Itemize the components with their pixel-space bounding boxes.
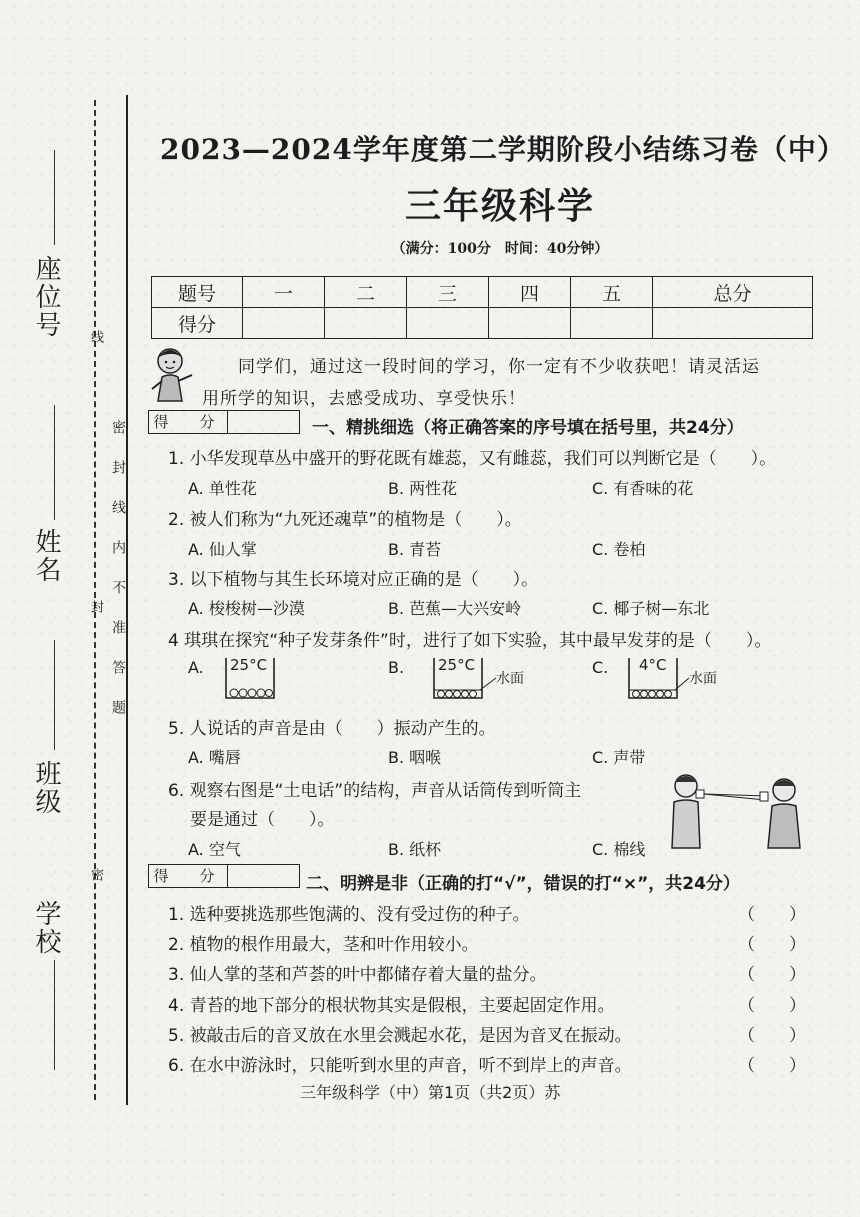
score-input-cell[interactable] bbox=[407, 308, 489, 339]
answer-parentheses[interactable]: （ ） bbox=[738, 905, 806, 925]
exam-meta: （满分：100分 时间：40分钟） bbox=[391, 241, 609, 257]
judge-item: 4. 青苔的地下部分的根状物其实是假根，主要起固定作用。 bbox=[168, 996, 615, 1016]
judge-item: 6. 在水中游泳时，只能听到水里的声音，听不到岸上的声音。 bbox=[168, 1056, 632, 1076]
judge-item: 2. 植物的根作用最大，茎和叶作用较小。 bbox=[168, 935, 479, 955]
score-input-cell[interactable] bbox=[653, 308, 813, 339]
q5-option-c: C. 声带 bbox=[592, 748, 646, 767]
line-char: 线 bbox=[88, 330, 103, 369]
q5-text: 5. 人说话的声音是由（ ）振动产生的。 bbox=[168, 719, 496, 739]
q2-text: 2. 被人们称为“九死还魂草”的植物是（ ）。 bbox=[168, 510, 522, 530]
beaker-b-temp: 25°C bbox=[438, 656, 476, 674]
q1-option-c: C. 有香味的花 bbox=[592, 479, 694, 498]
page-footer: 三年级科学（中）第1页（共2页）苏 bbox=[300, 1083, 561, 1102]
q4-option-a: A. bbox=[188, 658, 204, 677]
beaker-b bbox=[432, 654, 552, 700]
score-table-score-row bbox=[152, 308, 813, 339]
seal-char: 封 bbox=[88, 600, 103, 639]
girl-mascot-icon bbox=[148, 345, 206, 405]
score-cell: 三 bbox=[407, 277, 489, 308]
score-table bbox=[151, 276, 813, 339]
q4-text: 4 琪琪在探究“种子发芽条件”时，进行了如下实验，其中最早发芽的是（ ）。 bbox=[168, 631, 772, 651]
beaker-c-water-label: 水面 bbox=[689, 671, 717, 687]
q6-text: 6. 观察右图是“土电话”的结构，声音从话筒传到听筒主 bbox=[168, 781, 582, 801]
q4-option-c: C. bbox=[592, 658, 609, 677]
q1-text: 1. 小华发现草丛中盛开的野花既有雄蕊，又有雌蕊，我们可以判断它是（ ）。 bbox=[168, 449, 777, 469]
q6-option-b: B. 纸杯 bbox=[388, 840, 442, 859]
score-table-header-row bbox=[152, 277, 813, 308]
score-cell: 得分 bbox=[152, 308, 243, 339]
score-box-input[interactable] bbox=[228, 865, 299, 887]
q5-option-a: A. 嘴唇 bbox=[188, 748, 241, 767]
q5-option-b: B. 咽喉 bbox=[388, 748, 442, 767]
score-cell: 一 bbox=[243, 277, 325, 308]
q6-option-c: C. 棉线 bbox=[592, 840, 646, 859]
string-telephone-icon bbox=[662, 770, 812, 850]
answer-parentheses[interactable]: （ ） bbox=[738, 935, 806, 955]
q3-text: 3. 以下植物与其生长环境对应正确的是（ ）。 bbox=[168, 570, 539, 590]
q3-option-a: A. 梭梭树—沙漠 bbox=[188, 599, 305, 618]
beaker-a-temp: 25°C bbox=[230, 656, 268, 674]
name-label: 姓名 bbox=[31, 528, 61, 584]
seat-number-label: 座位号 bbox=[31, 255, 61, 339]
score-input-cell[interactable] bbox=[489, 308, 571, 339]
beaker-a bbox=[224, 654, 276, 700]
score-input-cell[interactable] bbox=[571, 308, 653, 339]
q4-option-b: B. bbox=[388, 658, 405, 677]
q2-option-a: A. 仙人掌 bbox=[188, 540, 257, 559]
school-line bbox=[54, 960, 55, 1070]
answer-parentheses[interactable]: （ ） bbox=[738, 965, 806, 985]
q1-option-b: B. 两性花 bbox=[388, 479, 458, 498]
seat-number-line bbox=[54, 150, 55, 245]
secret-char: 密 bbox=[88, 868, 103, 907]
exam-title: 2023—2024学年度第二学期阶段小结练习卷（中） bbox=[160, 133, 846, 166]
score-cell: 二 bbox=[325, 277, 407, 308]
q2-option-c: C. 卷柏 bbox=[592, 540, 646, 559]
section2-score-box bbox=[148, 864, 300, 888]
score-cell: 四 bbox=[489, 277, 571, 308]
score-cell: 总分 bbox=[653, 277, 813, 308]
intro-line-1: 同学们，通过这一段时间的学习，你一定有不少收获吧！请灵活运 bbox=[238, 357, 760, 377]
q2-option-b: B. 青苔 bbox=[388, 540, 442, 559]
class-line bbox=[54, 640, 55, 750]
name-line bbox=[54, 405, 55, 520]
q3-option-c: C. 椰子树—东北 bbox=[592, 599, 710, 618]
q6-option-a: A. 空气 bbox=[188, 840, 241, 859]
judge-item: 3. 仙人掌的茎和芦荟的叶中都储存着大量的盐分。 bbox=[168, 965, 547, 985]
beaker-c bbox=[627, 654, 747, 700]
exam-subject: 三年级科学 bbox=[404, 186, 595, 227]
section2-title: 二、明辨是非（正确的打“√”，错误的打“×”，共24分） bbox=[306, 874, 740, 894]
score-box-label: 得 分 bbox=[149, 411, 228, 433]
school-label: 学校 bbox=[31, 900, 61, 956]
q3-option-b: B. 芭蕉—大兴安岭 bbox=[388, 599, 522, 618]
beaker-b-water-label: 水面 bbox=[496, 671, 524, 687]
binding-warning: 密封线内不准答题 bbox=[110, 420, 126, 740]
score-box-label: 得 分 bbox=[149, 865, 228, 887]
class-label: 班级 bbox=[31, 760, 61, 816]
q1-option-a: A. 单性花 bbox=[188, 479, 257, 498]
judge-item: 5. 被敲击后的音叉放在水里会溅起水花，是因为音叉在振动。 bbox=[168, 1026, 632, 1046]
beaker-c-temp: 4°C bbox=[639, 656, 667, 674]
q6-text-line2: 要是通过（ ）。 bbox=[190, 810, 335, 830]
intro-line-2: 用所学的知识，去感受成功、享受快乐！ bbox=[202, 389, 526, 409]
score-input-cell[interactable] bbox=[243, 308, 325, 339]
answer-parentheses[interactable]: （ ） bbox=[738, 1026, 806, 1046]
section1-title: 一、精挑细选（将正确答案的序号填在括号里，共24分） bbox=[312, 418, 744, 438]
score-cell: 五 bbox=[571, 277, 653, 308]
score-cell: 题号 bbox=[152, 277, 243, 308]
score-box-input[interactable] bbox=[228, 411, 299, 433]
score-input-cell[interactable] bbox=[325, 308, 407, 339]
answer-parentheses[interactable]: （ ） bbox=[738, 1056, 806, 1076]
answer-parentheses[interactable]: （ ） bbox=[738, 996, 806, 1016]
section1-score-box bbox=[148, 410, 300, 434]
judge-item: 1. 选种要挑选那些饱满的、没有受过伤的种子。 bbox=[168, 905, 530, 925]
